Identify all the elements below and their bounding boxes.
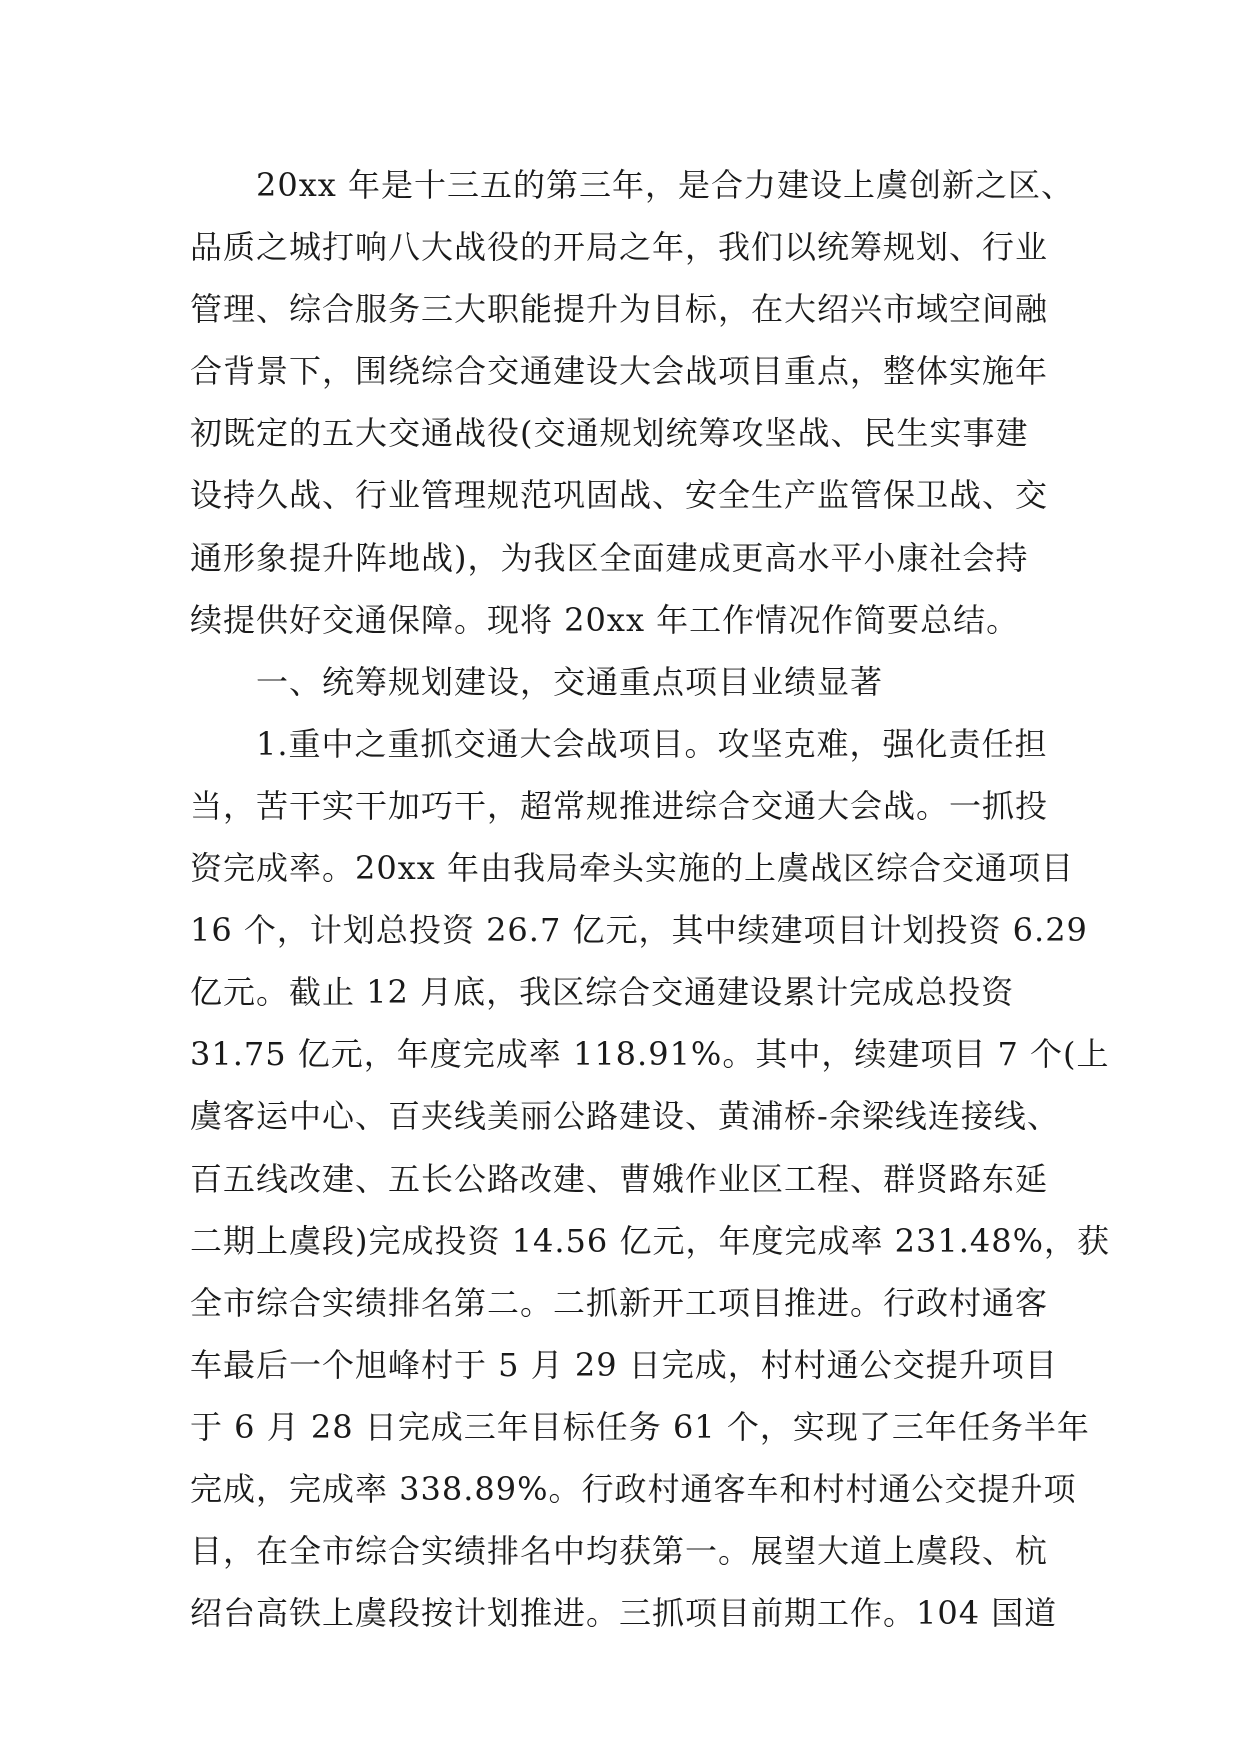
text-line: 管理、综合服务三大职能提升为目标，在大绍兴市域空间融	[190, 290, 1049, 329]
text-line: 续提供好交通保障。现将 20xx 年工作情况作简要总结。	[190, 600, 1020, 639]
paragraph-intro	[190, 160, 1074, 657]
section-heading: 一、统筹规划建设，交通重点项目业绩显著	[256, 662, 884, 701]
text-line: 全市综合实绩排名第二。二抓新开工项目推进。行政村通客	[190, 1283, 1049, 1322]
text-line: 绍台高铁上虞段按计划推进。三抓项目前期工作。104 国道	[190, 1594, 1058, 1633]
text-line: 资完成率。20xx 年由我局牵头实施的上虞战区综合交通项目	[190, 849, 1074, 888]
text-line: 于 6 月 28 日完成三年目标任务 61 个，实现了三年任务半年	[190, 1407, 1090, 1446]
text-line: 目，在全市综合实绩排名中均获第一。展望大道上虞段、杭	[190, 1532, 1049, 1571]
text-line: 1.重中之重抓交通大会战项目。攻坚克难，强化责任担	[256, 724, 1048, 763]
text-line: 当，苦干实干加巧干，超常规推进综合交通大会战。一抓投	[190, 786, 1049, 825]
text-line: 20xx 年是十三五的第三年，是合力建设上虞创新之区、	[256, 166, 1074, 204]
text-line: 设持久战、行业管理规范巩固战、安全生产监管保卫战、交	[190, 476, 1049, 515]
text-line: 品质之城打响八大战役的开局之年，我们以统筹规划、行业	[190, 228, 1049, 267]
text-line: 合背景下，围绕综合交通建设大会战项目重点，整体实施年	[190, 352, 1049, 391]
paragraph-1	[190, 719, 1110, 1650]
text-line: 31.75 亿元，年度完成率 118.91%。其中，续建项目 7 个(上	[190, 1035, 1110, 1074]
text-line: 二期上虞段)完成投资 14.56 亿元，年度完成率 231.48%，获	[190, 1221, 1110, 1260]
document-body	[190, 160, 1110, 1650]
text-line: 初既定的五大交通战役(交通规划统筹攻坚战、民生实事建	[190, 414, 1029, 453]
text-line: 亿元。截止 12 月底，我区综合交通建设累计完成总投资	[190, 973, 1015, 1012]
text-line: 通形象提升阵地战)，为我区全面建成更高水平小康社会持	[190, 538, 1029, 577]
text-line: 虞客运中心、百夹线美丽公路建设、黄浦桥-余梁线连接线、	[190, 1097, 1060, 1136]
text-line: 完成，完成率 338.89%。行政村通客车和村村通公交提升项	[190, 1469, 1077, 1508]
text-line: 车最后一个旭峰村于 5 月 29 日完成，村村通公交提升项目	[190, 1345, 1058, 1384]
text-line: 16 个，计划总投资 26.7 亿元，其中续建项目计划投资 6.29	[190, 911, 1088, 950]
text-line: 百五线改建、五长公路改建、曹娥作业区工程、群贤路东延	[190, 1159, 1049, 1198]
